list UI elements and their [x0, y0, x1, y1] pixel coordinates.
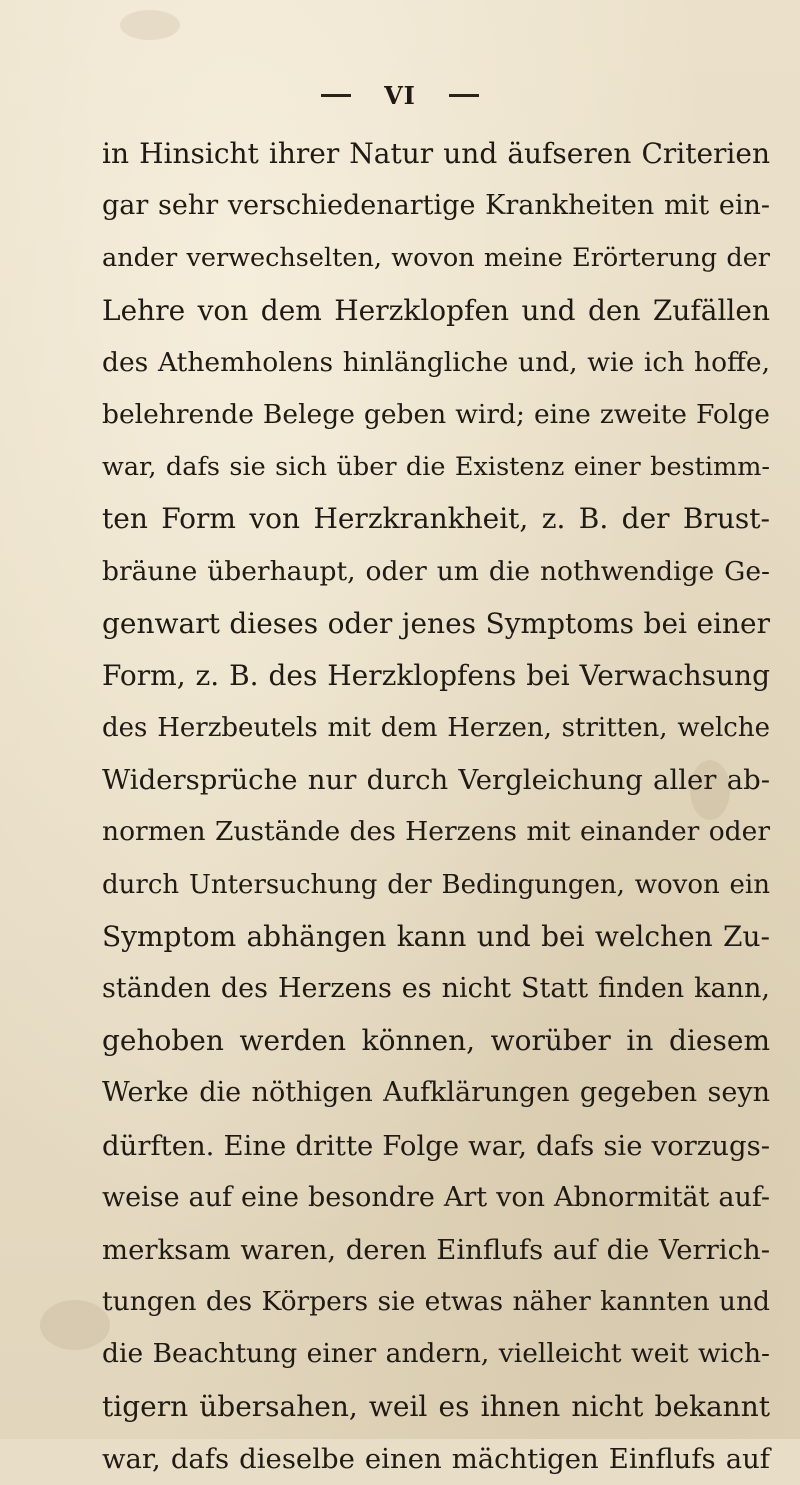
header-rule-right: [449, 94, 479, 97]
body-text: [102, 128, 770, 1485]
text-line: genwart dieses oder jenes Symptoms bei einer: [102, 606, 770, 640]
text-line: Widersprüche nur durch Vergleichung aller ab-: [102, 764, 770, 797]
paper-stain: [120, 10, 180, 40]
header-rule-left: [321, 94, 351, 97]
text-line: gar sehr verschiedenartige Krankheiten mit ein-: [102, 190, 770, 222]
text-line: war, dafs dieselbe einen mächtigen Einflufs auf: [102, 1442, 770, 1475]
page-number: VI: [384, 81, 416, 110]
text-line: Lehre von dem Herzklopfen und den Zufällen: [102, 293, 770, 327]
text-line: belehrende Belege geben wird; eine zweite Folge: [102, 398, 770, 430]
text-line: des Herzbeutels mit dem Herzen, stritten, welche: [102, 713, 770, 744]
text-line: gehoben werden können, worüber in diesem: [102, 1024, 770, 1058]
text-line: bräune überhaupt, oder um die nothwendige Ge-: [102, 555, 770, 587]
text-line: merksam waren, deren Einflufs auf die Verrich-: [102, 1233, 770, 1266]
text-line: weise auf eine besondre Art von Abnormität auf-: [102, 1181, 770, 1213]
text-line: durch Untersuchung der Bedingungen, wovon ein: [102, 869, 770, 900]
text-line: dürften. Eine dritte Folge war, dafs sie vorzugs-: [102, 1129, 770, 1162]
text-line: die Beachtung einer andern, vielleicht weit wich-: [102, 1338, 770, 1370]
text-line: ten Form von Herzkrankheit, z. B. der Brust-: [102, 502, 770, 536]
text-line: ständen des Herzens es nicht Statt finden kann,: [102, 973, 770, 1004]
text-line: Werke die nöthigen Aufklärungen gegeben seyn: [102, 1077, 770, 1109]
text-line: war, dafs sie sich über die Existenz einer bestimm-: [102, 452, 770, 483]
text-line: tigern übersahen, weil es ihnen nicht bekannt: [102, 1389, 770, 1423]
page-header: [0, 80, 800, 110]
text-line: Symptom abhängen kann und bei welchen Zu-: [102, 919, 770, 953]
paper-stain: [40, 1300, 110, 1350]
text-line: Form, z. B. des Herzklopfens bei Verwachsung: [102, 658, 770, 692]
text-line: normen Zustände des Herzens mit einander oder: [102, 816, 770, 848]
text-line: des Athemholens hinlängliche und, wie ich hoffe,: [102, 346, 770, 378]
text-line: ander verwechselten, wovon meine Erörterung der: [102, 243, 770, 274]
text-line: tungen des Körpers sie etwas näher kannten und: [102, 1286, 770, 1318]
text-line: in Hinsicht ihrer Natur und äufseren Criterien: [102, 137, 770, 170]
